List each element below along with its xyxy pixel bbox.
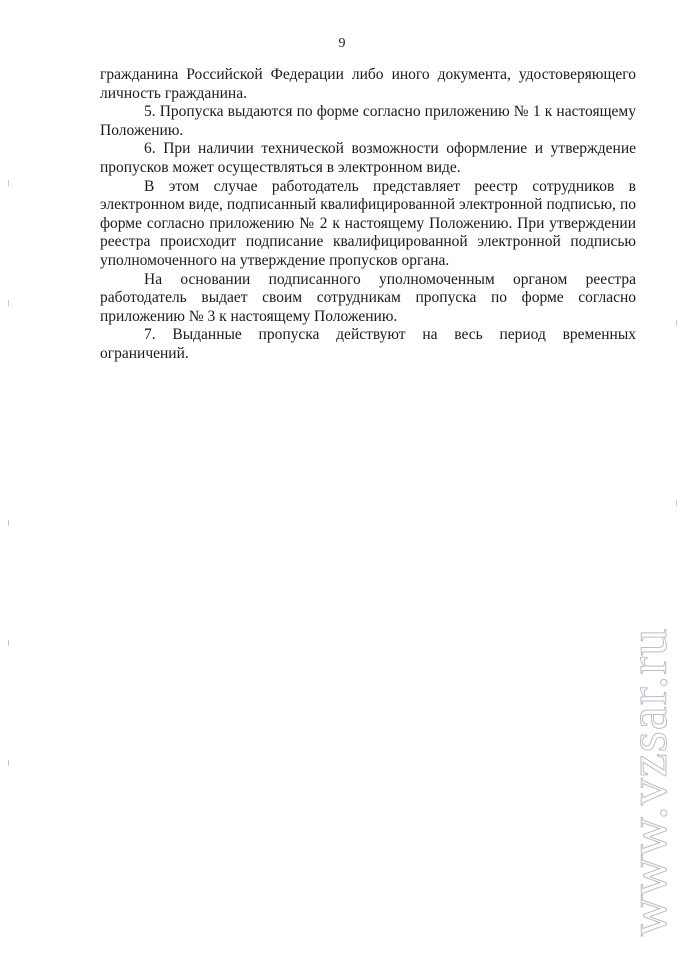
page-number: 9 [338,36,346,51]
paragraph-continued: гражданина Российской Федерации либо иного документа, удостоверяющего личность гражданина. [100,66,636,102]
document-body [100,66,636,364]
watermark-text: www.vzsar.ru [618,627,678,937]
site-watermark [618,612,678,952]
paragraph-6-pass-issue: На основании подписанного уполномоченным органом реестра работодатель выдает своим сотрудникам пропуска по форме согласно приложению № 3 к настоящему Положению. [100,270,636,325]
paragraph-5: 5. Пропуска выдаются по форме согласно приложению № 1 к настоящему Положению. [100,103,636,139]
paragraph-6-electronic-registry: В этом случае работодатель представляет реестр сотрудников в электронном виде, подписанный квалифицированной электронной подписью, по форме согласно приложению № 2 к настоящему Положению. При утверждении реестра происходит подписание квалифицированной электронной подписью уполномоченного на утверждение пропусков органа. [100,177,636,269]
paragraph-6: 6. При наличии технической возможности оформление и утверждение пропусков может осуществляться в электронном виде. [100,140,636,176]
paragraph-7: 7. Выданные пропуска действуют на весь период временных ограничений. [100,326,636,362]
